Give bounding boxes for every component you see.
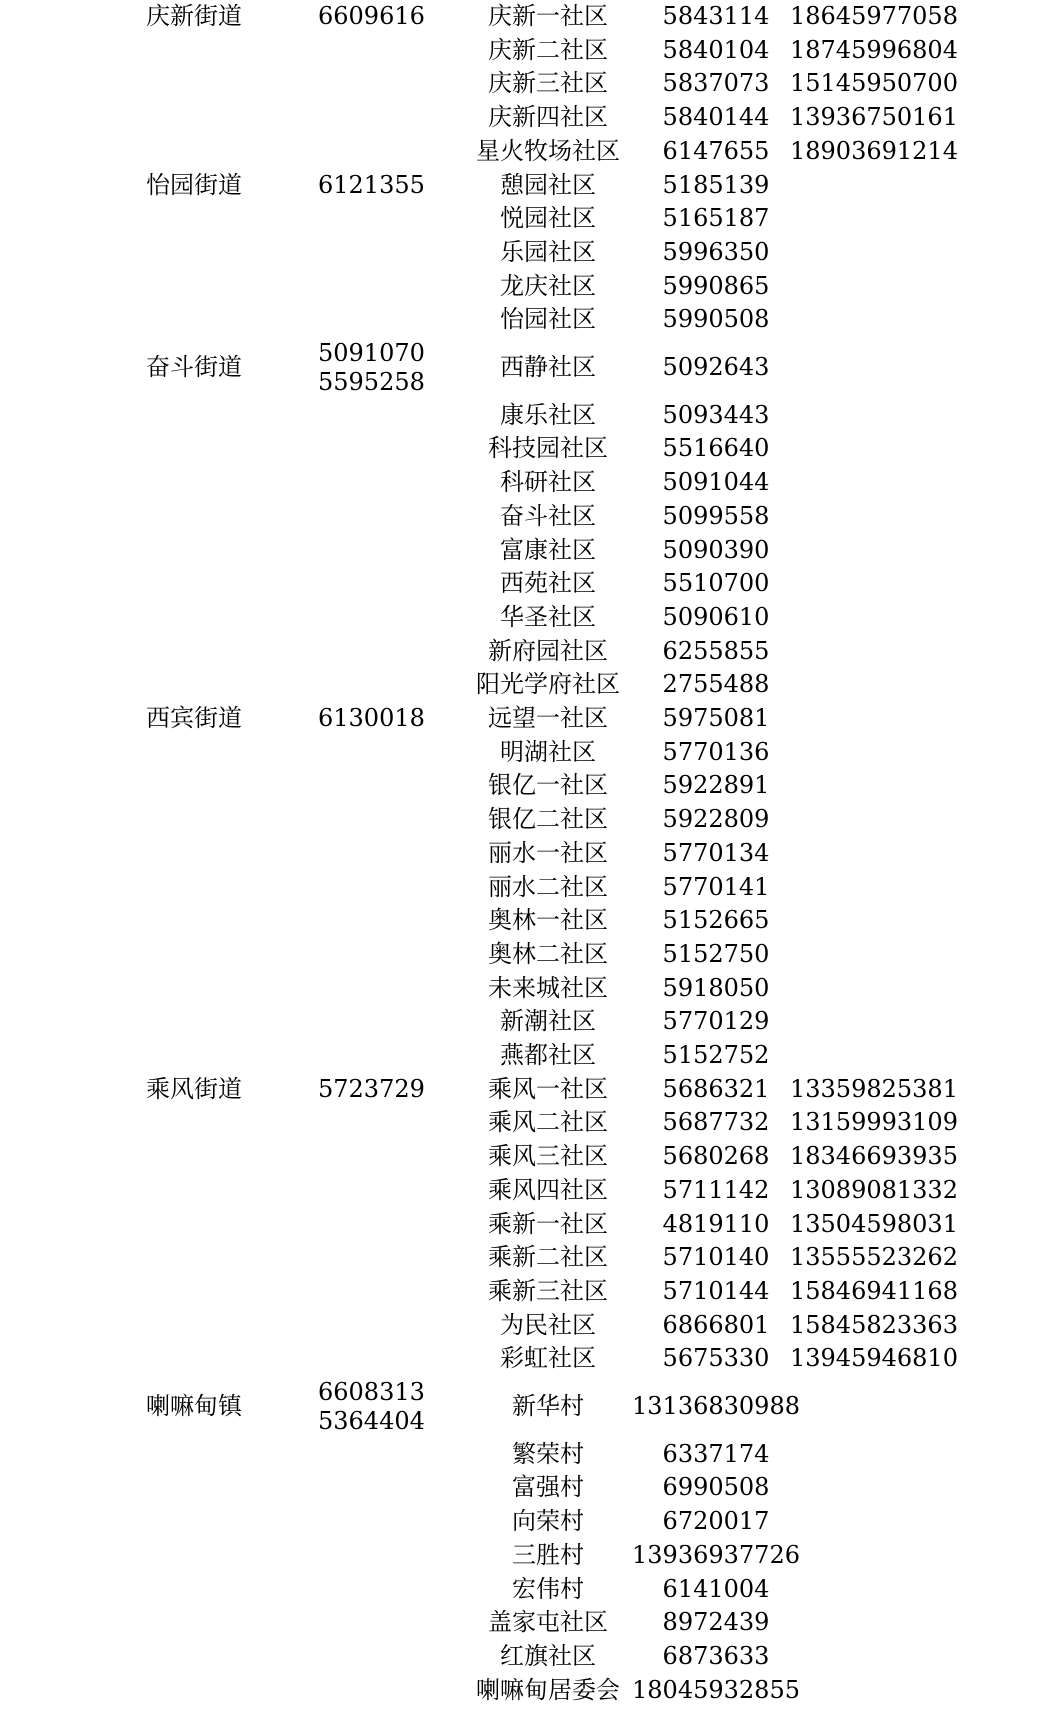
- community-mobile: 13555523262: [790, 1243, 958, 1272]
- community-name: 庆新三社区: [488, 69, 608, 98]
- community-mobile: 13359825381: [790, 1074, 958, 1103]
- community-phone: 5840104: [662, 35, 770, 64]
- community-name: 燕都社区: [500, 1041, 596, 1069]
- community-name: 银亿一社区: [488, 771, 608, 800]
- community-phone: 5185139: [662, 170, 770, 199]
- community-name: 富强村: [512, 1473, 584, 1502]
- community-name: 宏伟村: [512, 1574, 584, 1603]
- street-phone: 6609616: [318, 2, 425, 30]
- community-name: 华圣社区: [500, 602, 596, 631]
- community-phone: 6990508: [662, 1473, 770, 1502]
- community-phone: 5975081: [662, 704, 770, 732]
- community-name: 新华村: [512, 1392, 584, 1420]
- community-mobile: 13089081332: [790, 1175, 958, 1204]
- community-name: 乘风一社区: [488, 1074, 608, 1103]
- community-phone: 5711142: [662, 1175, 770, 1204]
- community-phone: 5516640: [662, 434, 770, 463]
- community-phone: 5091044: [662, 468, 770, 497]
- community-name: 悦园社区: [500, 204, 596, 233]
- community-phone: 6337174: [662, 1439, 770, 1468]
- community-name: 繁荣村: [512, 1439, 584, 1468]
- street-phone: 5364404: [318, 1407, 425, 1435]
- community-phone: 5918050: [662, 973, 770, 1002]
- community-phone: 4819110: [662, 1209, 770, 1238]
- community-phone: 5090390: [662, 535, 770, 564]
- street-phone: 6130018: [318, 704, 425, 732]
- community-name: 憩园社区: [500, 170, 596, 199]
- community-phone: 5686321: [662, 1074, 770, 1103]
- street-phone: 5723729: [318, 1074, 425, 1103]
- community-mobile: 13504598031: [790, 1209, 958, 1238]
- community-name: 丽水一社区: [488, 838, 608, 867]
- community-name: 红旗社区: [500, 1641, 596, 1670]
- community-phone: 5710144: [662, 1276, 770, 1305]
- community-phone: 2755488: [662, 670, 770, 699]
- community-phone: 5996350: [662, 237, 770, 266]
- community-name: 奥林二社区: [488, 939, 608, 968]
- community-phone: 6720017: [662, 1507, 770, 1536]
- community-name: 乐园社区: [500, 237, 596, 266]
- community-name: 庆新四社区: [488, 103, 608, 132]
- community-phone: 6873633: [662, 1641, 770, 1670]
- community-phone: 5152750: [662, 939, 770, 968]
- community-name: 未来城社区: [488, 973, 608, 1002]
- community-name: 乘新三社区: [488, 1276, 608, 1305]
- community-phone: 5152665: [662, 906, 770, 935]
- community-name: 乘风二社区: [488, 1108, 608, 1137]
- community-name: 科研社区: [500, 468, 596, 497]
- street-name: 喇嘛甸镇: [146, 1392, 242, 1420]
- community-phone: 5090610: [662, 602, 770, 631]
- street-name: 庆新街道: [146, 2, 242, 30]
- community-name: 丽水二社区: [488, 872, 608, 901]
- community-name: 为民社区: [500, 1310, 596, 1339]
- street-phone: 6608313: [318, 1378, 425, 1406]
- community-name: 西苑社区: [500, 569, 596, 598]
- community-name: 新府园社区: [488, 636, 608, 665]
- community-mobile: 13936750161: [790, 103, 958, 132]
- community-phone: 13936937726: [632, 1540, 800, 1569]
- community-phone: 5710140: [662, 1243, 770, 1272]
- community-mobile: 13945946810: [790, 1344, 958, 1373]
- community-phone: 5510700: [662, 569, 770, 598]
- community-name: 乘风四社区: [488, 1175, 608, 1204]
- community-name: 奋斗社区: [500, 501, 596, 530]
- community-name: 彩虹社区: [500, 1344, 596, 1373]
- community-name: 新潮社区: [500, 1007, 596, 1036]
- community-name: 星火牧场社区: [476, 136, 620, 165]
- community-phone: 5099558: [662, 501, 770, 530]
- community-phone: 6141004: [662, 1574, 770, 1603]
- community-phone: 6866801: [662, 1310, 770, 1339]
- community-name: 庆新二社区: [488, 35, 608, 64]
- community-name: 喇嘛甸居委会: [476, 1675, 620, 1704]
- community-mobile: 18645977058: [790, 2, 958, 30]
- community-name: 银亿二社区: [488, 805, 608, 834]
- community-phone: 18045932855: [632, 1675, 800, 1704]
- street-phone: 6121355: [318, 170, 425, 199]
- community-phone: 5770141: [662, 872, 770, 901]
- community-name: 西静社区: [500, 353, 596, 381]
- community-phone: 5165187: [662, 204, 770, 233]
- street-phone: 5091070: [318, 339, 425, 367]
- community-name: 富康社区: [500, 535, 596, 564]
- community-phone: 5840144: [662, 103, 770, 132]
- street-name: 乘风街道: [146, 1074, 242, 1103]
- community-name: 康乐社区: [500, 400, 596, 429]
- community-phone: 5770134: [662, 838, 770, 867]
- community-phone: 5922891: [662, 771, 770, 800]
- community-mobile: 18745996804: [790, 35, 958, 64]
- community-name: 盖家屯社区: [488, 1608, 608, 1637]
- community-phone: 13136830988: [632, 1392, 800, 1420]
- community-name: 阳光学府社区: [476, 670, 620, 699]
- community-mobile: 18346693935: [790, 1142, 958, 1171]
- community-name: 远望一社区: [488, 704, 608, 732]
- community-phone: 5922809: [662, 805, 770, 834]
- community-mobile: 15846941168: [790, 1276, 958, 1305]
- community-phone: 6255855: [662, 636, 770, 665]
- community-name: 明湖社区: [500, 737, 596, 766]
- community-name: 乘新一社区: [488, 1209, 608, 1238]
- community-name: 科技园社区: [488, 434, 608, 463]
- community-name: 三胜村: [512, 1540, 584, 1569]
- community-phone: 5770136: [662, 737, 770, 766]
- community-mobile: 15145950700: [790, 69, 958, 98]
- community-phone: 5990508: [662, 305, 770, 334]
- street-name: 西宾街道: [146, 704, 242, 732]
- community-phone: 5093443: [662, 400, 770, 429]
- community-phone: 5843114: [662, 2, 770, 30]
- community-phone: 5680268: [662, 1142, 770, 1171]
- community-mobile: 13159993109: [790, 1108, 958, 1137]
- community-name: 向荣村: [512, 1507, 584, 1536]
- community-phone: 5990865: [662, 271, 770, 300]
- street-phone: 5595258: [318, 368, 425, 396]
- community-phone: 8972439: [662, 1608, 770, 1637]
- community-phone: 5837073: [662, 69, 770, 98]
- community-name: 怡园社区: [500, 305, 596, 334]
- community-phone: 6147655: [662, 136, 770, 165]
- community-name: 乘新二社区: [488, 1243, 608, 1272]
- community-phone: 5675330: [662, 1344, 770, 1373]
- community-mobile: 15845823363: [790, 1310, 958, 1339]
- community-phone: 5152752: [662, 1041, 770, 1069]
- community-mobile: 18903691214: [790, 136, 958, 165]
- street-name: 怡园街道: [146, 170, 242, 199]
- street-name: 奋斗街道: [146, 353, 242, 381]
- community-name: 乘风三社区: [488, 1142, 608, 1171]
- community-phone: 5687732: [662, 1108, 770, 1137]
- community-phone: 5770129: [662, 1007, 770, 1036]
- community-name: 龙庆社区: [500, 271, 596, 300]
- community-phone: 5092643: [662, 353, 770, 381]
- community-name: 奥林一社区: [488, 906, 608, 935]
- community-name: 庆新一社区: [488, 2, 608, 30]
